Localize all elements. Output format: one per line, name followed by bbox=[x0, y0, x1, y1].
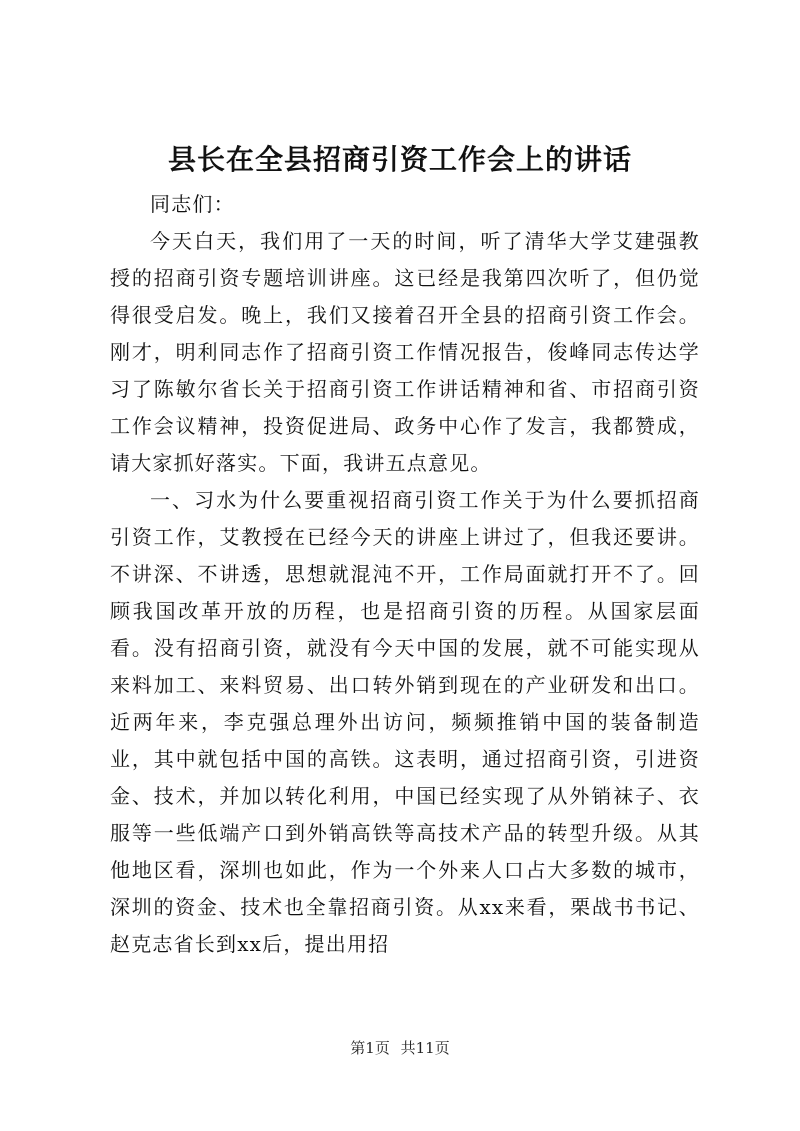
document-title: 县长在全县招商引资工作会上的讲话 bbox=[167, 143, 632, 176]
paragraph-1: 今天白天，我们用了一天的时间，听了清华大学艾建强教授的招商引资专题培训讲座。这已经是我第四次听了，但仍觉得很受启发。晚上，我们又接着召开全县的招商引资工作会。刚才，明利同志作了招商引资工作情况报告，俊峰同志传达学习了陈敏尔省长关于招商引资工作讲话精神和省、市招商引资工作会议精神，投资促进局、政务中心作了发言，我都赞成，请大家抓好落实。下面，我讲五点意见。 bbox=[110, 229, 700, 475]
paragraph-2: 一、习水为什么要重视招商引资工作关于为什么要抓招商引资工作，艾教授在已经今天的讲座上讲过了，但我还要讲。不讲深、不讲透，思想就混沌不开，工作局面就打开不了。回顾我国改革开放的历程，也是招商引资的历程。从国家层面看。没有招商引资，就没有今天中国的发展，就不可能实现从来料加工、来料贸易、出口转外销到现在的产业研发和出口。近两年来，李克强总理外出访问，频频推销中国的装备制造业，其中就包括中国的高铁。这表明，通过招商引资，引进资金、技术，并加以转化利用，中国已经实现了从外销袜子、衣服等一些低端产口到外销高铁等高技术产品的转型升级。从其他地区看，深圳也如此，作为一个外来人口占大多数的城市，深圳的资金、技术也全靠招商引资。从xx来看，栗战书书记、赵克志省长到xx后，提出用招 bbox=[110, 488, 700, 956]
page-number: 第1页 bbox=[350, 1039, 390, 1057]
salutation: 同志们： bbox=[150, 192, 235, 216]
page-footer bbox=[0, 1038, 800, 1058]
page-total: 共11页 bbox=[400, 1039, 450, 1057]
document-body bbox=[110, 186, 700, 963]
